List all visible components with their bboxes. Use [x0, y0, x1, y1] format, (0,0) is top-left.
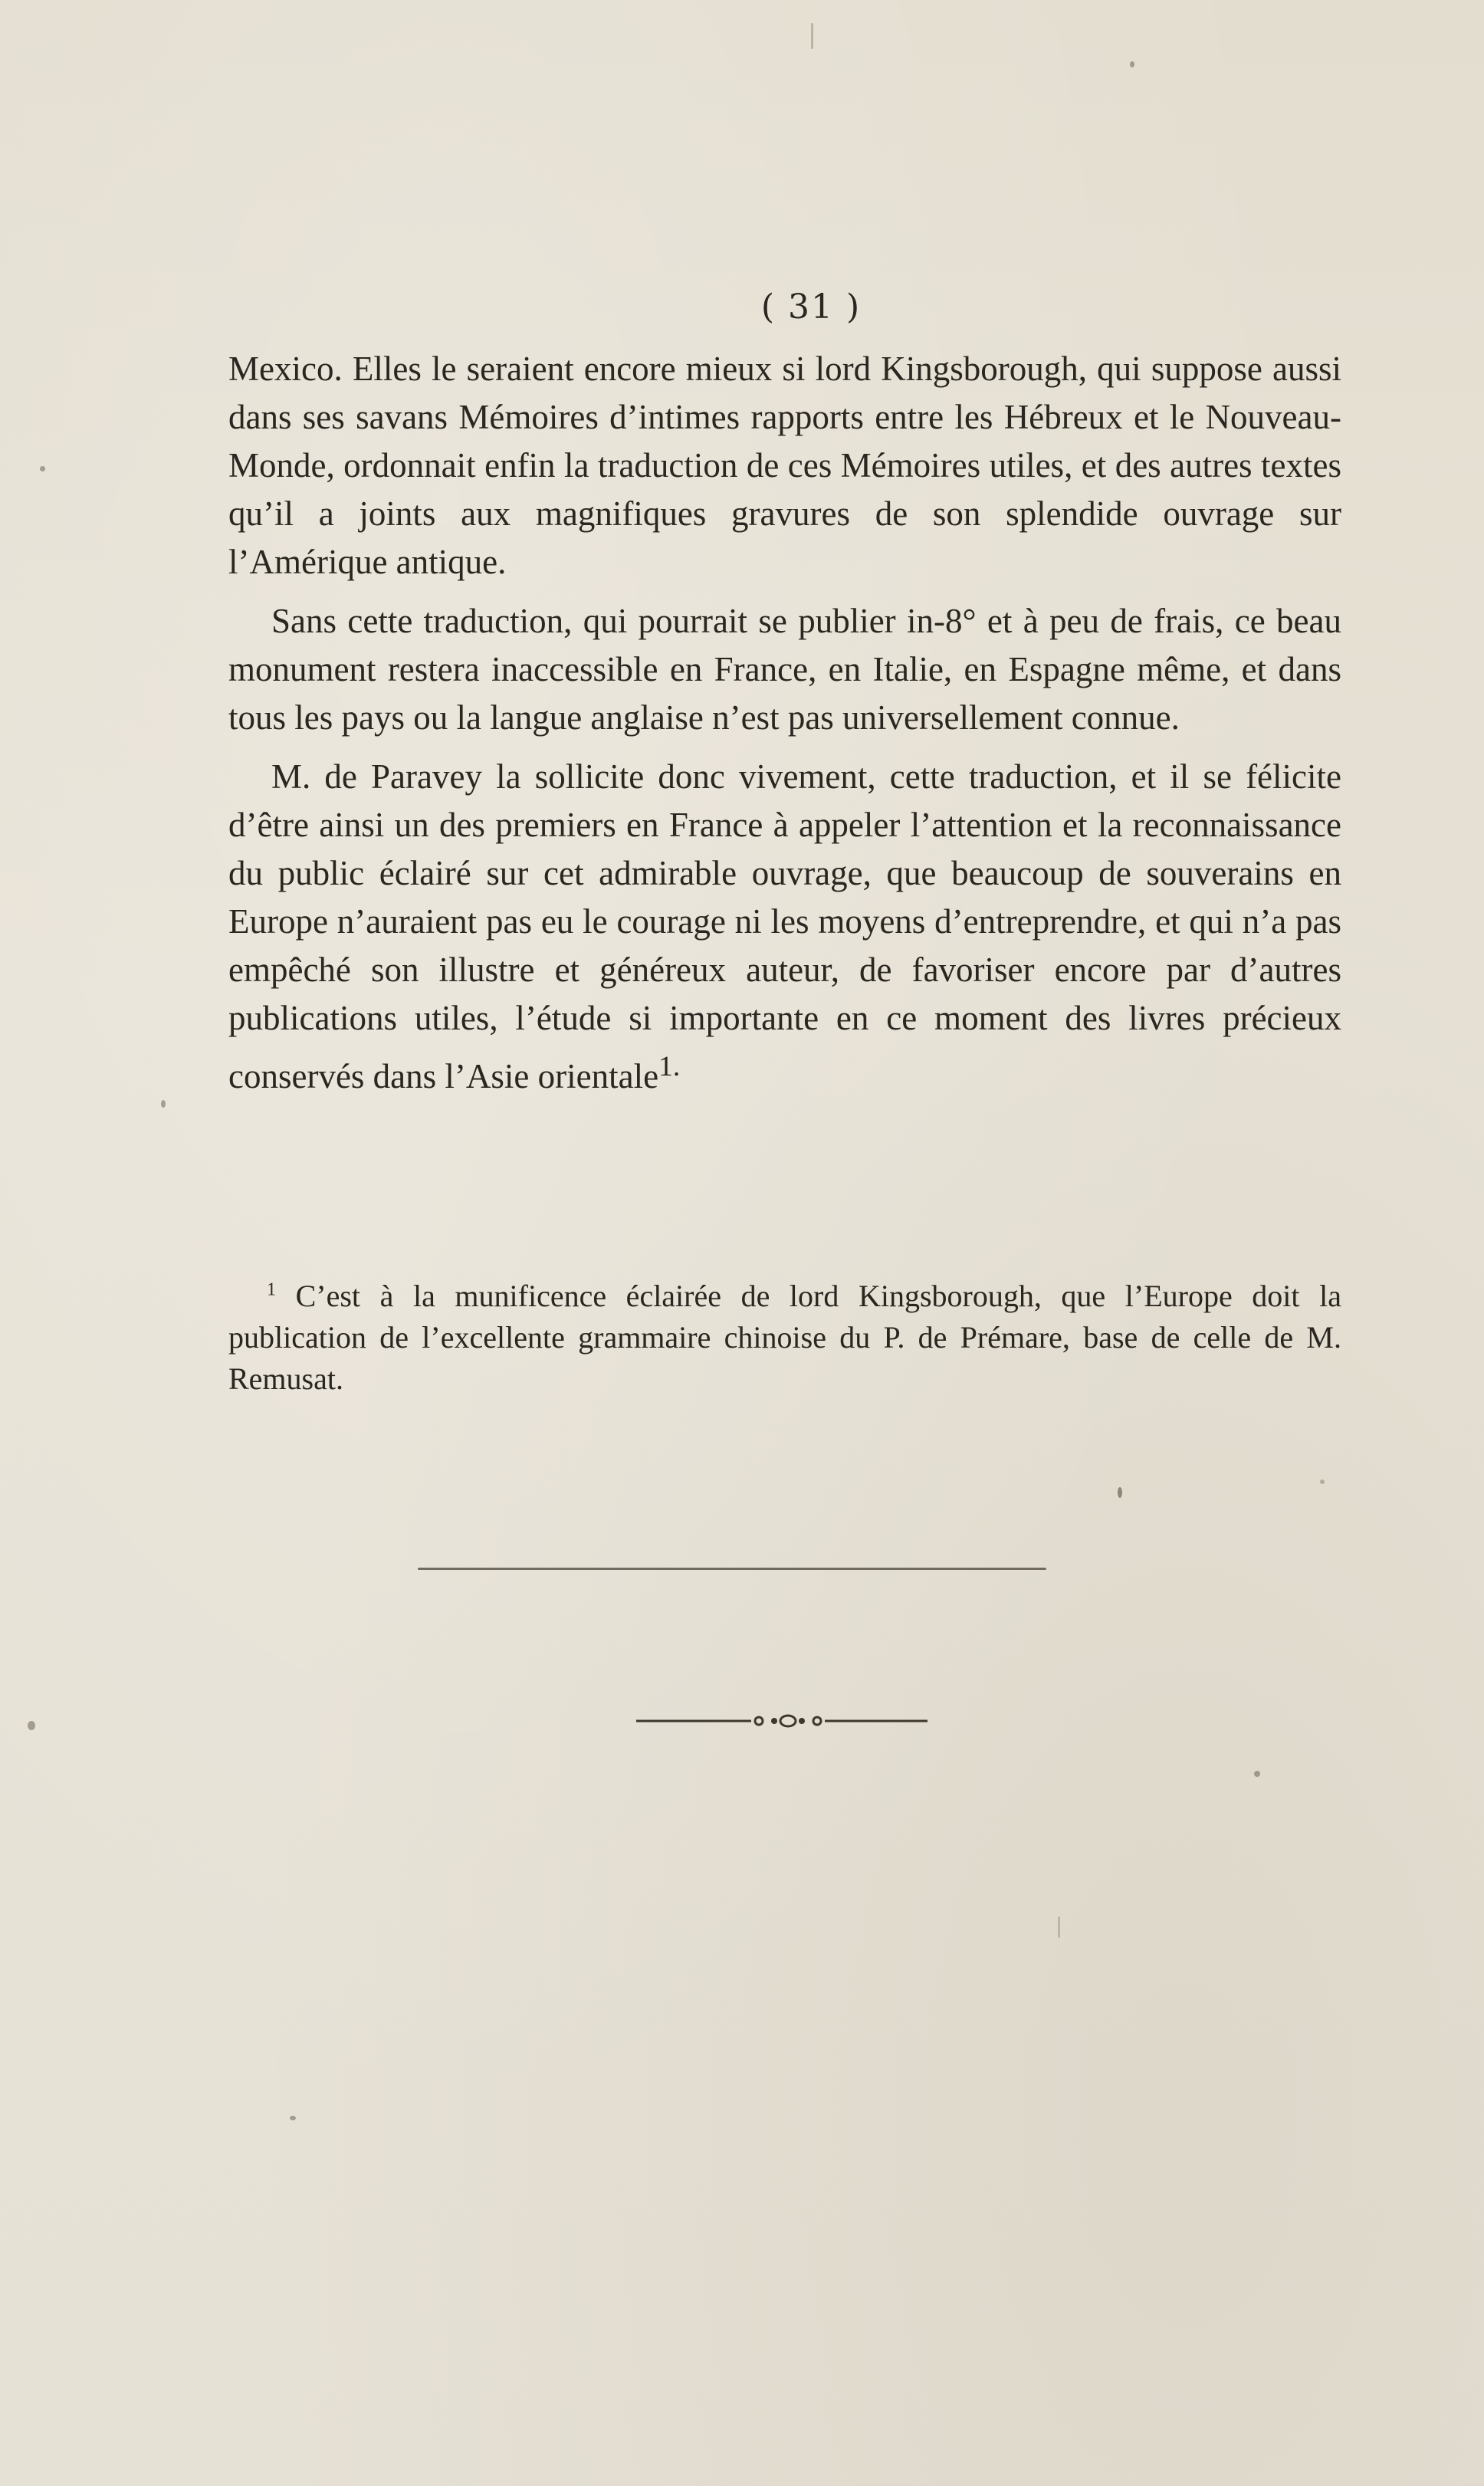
ink-speck: [1118, 1487, 1122, 1498]
paragraph-2: Sans cette traduction, qui pourrait se publier in-8° et à peu de frais, ce beau monument restera inaccessible en France, en Italie, en Espagne même, et dans tous les pays ou la langue anglaise n’est pas universellement connue.: [228, 602, 1341, 737]
ink-speck: [1320, 1479, 1325, 1484]
ink-speck: [161, 1100, 166, 1108]
ornament-center: [780, 1716, 796, 1726]
ornament-dot: [813, 1717, 821, 1725]
paragraph-3: [228, 753, 1341, 1101]
ornament-dot: [799, 1718, 805, 1724]
ornament-dot: [771, 1718, 777, 1724]
ink-speck: [811, 23, 813, 49]
ornament-divider: [629, 1709, 935, 1732]
ornament-dot: [755, 1717, 763, 1725]
body-text: [228, 345, 1341, 1101]
footnote-paragraph: [228, 1276, 1341, 1400]
page-number: ( 31 ): [760, 287, 862, 327]
paragraph-3-text: M. de Paravey la sollicite donc vivement, cette traduction, et il se félicite d’être ainsi un des premiers en France à appeler l’attention et la reconnaissance du public éclairé sur cet admirable ouvrage, que beaucoup de souverains en Europe n’auraient pas eu le courage ni les moyens d’entreprendre, et qui n’a pas empêché son illustre et généreux auteur, de favoriser encore par d’autres publications utiles, l’étude si importante en ce moment des livres précieux conservés dans l’Asie orientale: [228, 757, 1341, 1095]
ink-speck: [40, 466, 45, 471]
ink-speck: [1254, 1771, 1260, 1777]
footnote: [228, 1276, 1341, 1400]
footnote-reference: 1.: [658, 1051, 681, 1082]
footnote-text: C’est à la munificence éclairée de lord Kingsborough, que l’Europe doit la publication de l’excellente grammaire chinoise du P. de Prémare, base de celle de M. Remusat.: [228, 1279, 1341, 1396]
ink-speck: [290, 2116, 296, 2120]
ink-speck: [28, 1721, 35, 1730]
ink-speck: [1058, 1916, 1060, 1938]
separator-rule: [418, 1568, 1046, 1570]
ink-speck: [1130, 61, 1134, 67]
footnote-marker: 1: [267, 1279, 276, 1300]
paragraph-1: Mexico. Elles le seraient encore mieux si lord Kingsborough, qui suppose aussi dans ses savans Mémoires d’intimes rapports entre les Hébreux et le Nouveau-Monde, ordonnait enfin la traduction de ces Mémoires utiles, et des autres textes qu’il a joints aux magnifiques gravures de son splendide ouvrage sur l’Amérique antique.: [228, 350, 1341, 581]
